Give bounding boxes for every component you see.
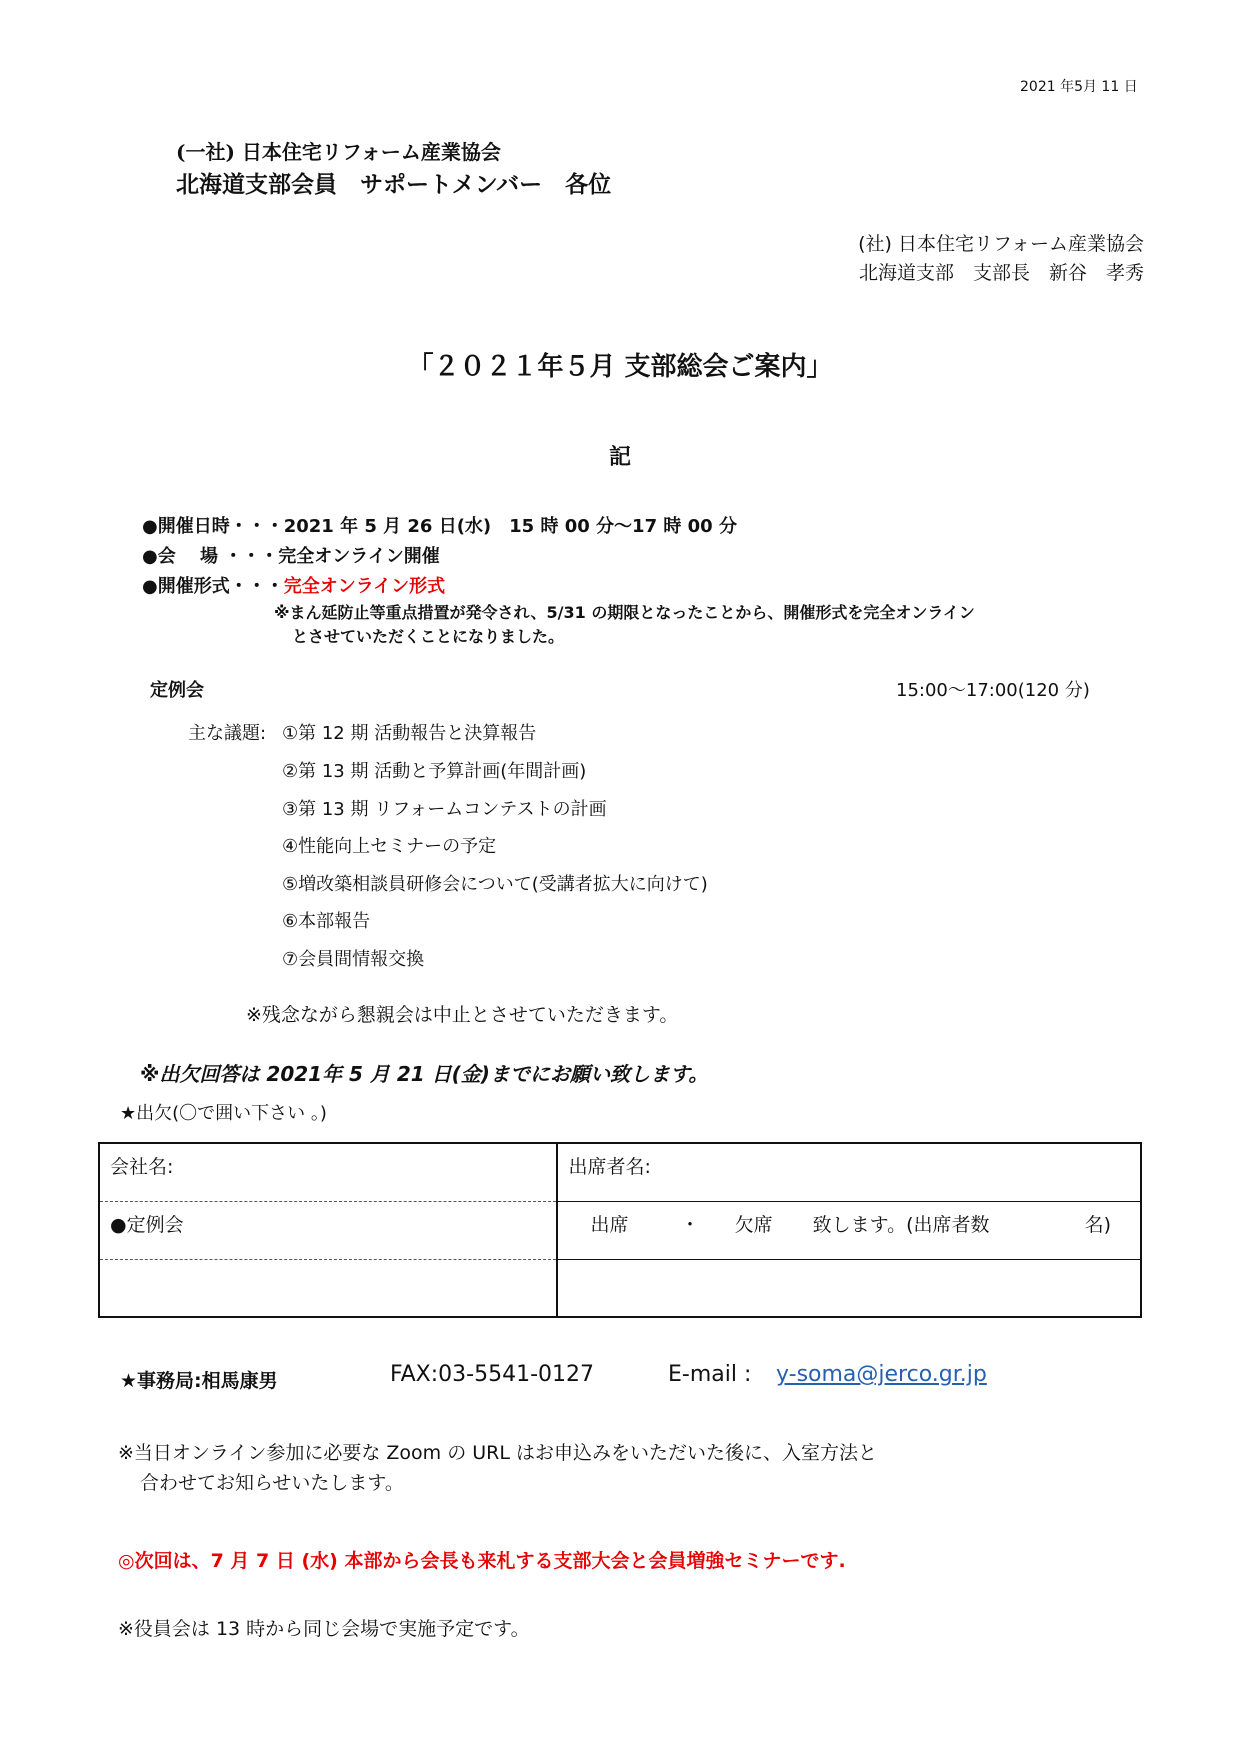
rsvp-deadline: ※出欠回答は 2021年 5 月 21 日(金)までにお願い致します。: [140, 1062, 709, 1086]
recipient-members: 北海道支部会員 サポートメンバー 各位: [176, 171, 612, 198]
info-note-line1: ※まん延防止等重点措置が発令され、5/31 の期限となったことから、開催形式を完全オンライン: [274, 603, 975, 622]
rsvp-form-table: [98, 1142, 1142, 1318]
meeting-label: ●定例会: [110, 1213, 184, 1236]
attendee-count-unit: 名): [1084, 1213, 1112, 1236]
attendee-name-label: 出席者名:: [568, 1156, 651, 1178]
blank-cell-left[interactable]: [99, 1259, 557, 1317]
ki-heading: 記: [608, 445, 631, 470]
attendance-cell: [557, 1201, 1141, 1259]
meeting-cell: [99, 1201, 557, 1259]
info-format-label: ●開催形式・・・: [142, 576, 284, 597]
fax-number: FAX:03-5541-0127: [390, 1362, 595, 1387]
info-format: [142, 572, 445, 598]
zoom-note-line2: 合わせてお知らせいたします。: [140, 1472, 404, 1494]
info-venue: ●会 場 ・・・完全オンライン開催: [142, 546, 440, 567]
company-name-label: 会社名:: [110, 1156, 174, 1178]
next-meeting-note: ◎次回は、7 月 7 日 (水) 本部から会長も来札する支部大会と会員増強セミナーです.: [118, 1550, 846, 1572]
agenda-label: 主な議題:: [188, 723, 267, 744]
absent-option[interactable]: 欠席: [734, 1213, 773, 1236]
email-label: E-mail :: [668, 1362, 752, 1387]
agenda-item: ②第 13 期 活動と予算計画(年間計画): [282, 761, 587, 782]
info-format-value: 完全オンライン形式: [283, 576, 446, 597]
sender-name: 北海道支部 支部長 新谷 孝秀: [858, 262, 1144, 284]
attend-option[interactable]: 出席: [590, 1213, 629, 1236]
email-link[interactable]: y-soma@jerco.gr.jp: [776, 1362, 987, 1387]
option-separator: ・: [680, 1213, 700, 1236]
rsvp-instruction: ★出欠(〇で囲い下さい 。): [120, 1103, 327, 1124]
meeting-name: 定例会: [150, 680, 204, 701]
info-note-line2: とさせていただくことになりました。: [292, 627, 565, 646]
agenda-item: ③第 13 期 リフォームコンテストの計画: [282, 799, 607, 820]
zoom-note-line1: ※当日オンライン参加に必要な Zoom の URL はお申込みをいただいた後に、入室方法と: [118, 1442, 877, 1464]
document-date: 2021 年5月 11 日: [1020, 79, 1138, 95]
meeting-time: 15:00～17:00(120 分): [896, 680, 1090, 701]
cancel-note: ※残念ながら懇親会は中止とさせていただきます。: [246, 1004, 679, 1026]
office-contact: ★事務局:相馬康男: [120, 1370, 278, 1392]
attendee-count-text: 致します。(出席者数: [812, 1213, 990, 1236]
agenda-item: ④性能向上セミナーの予定: [282, 836, 497, 857]
agenda-item: ⑤増改築相談員研修会について(受講者拡大に向けて): [282, 874, 708, 895]
info-date: ●開催日時・・・2021 年 5 月 26 日(水) 15 時 00 分～17 時 00 分: [142, 516, 737, 537]
agenda-item: ⑦会員間情報交換: [282, 949, 425, 970]
sender-org: (社) 日本住宅リフォーム産業協会: [858, 233, 1144, 255]
agenda-item: ⑥本部報告: [282, 911, 371, 932]
company-name-field[interactable]: [99, 1143, 557, 1201]
agenda-item: ①第 12 期 活動報告と決算報告: [282, 723, 537, 744]
recipient-org: (一社) 日本住宅リフォーム産業協会: [176, 140, 501, 164]
blank-cell-right[interactable]: [557, 1259, 1141, 1317]
attendee-name-field[interactable]: [557, 1143, 1141, 1201]
executive-meeting-note: ※役員会は 13 時から同じ会場で実施予定です。: [118, 1618, 530, 1640]
document-title: 「２０２１年５月 支部総会ご案内」: [407, 352, 833, 382]
